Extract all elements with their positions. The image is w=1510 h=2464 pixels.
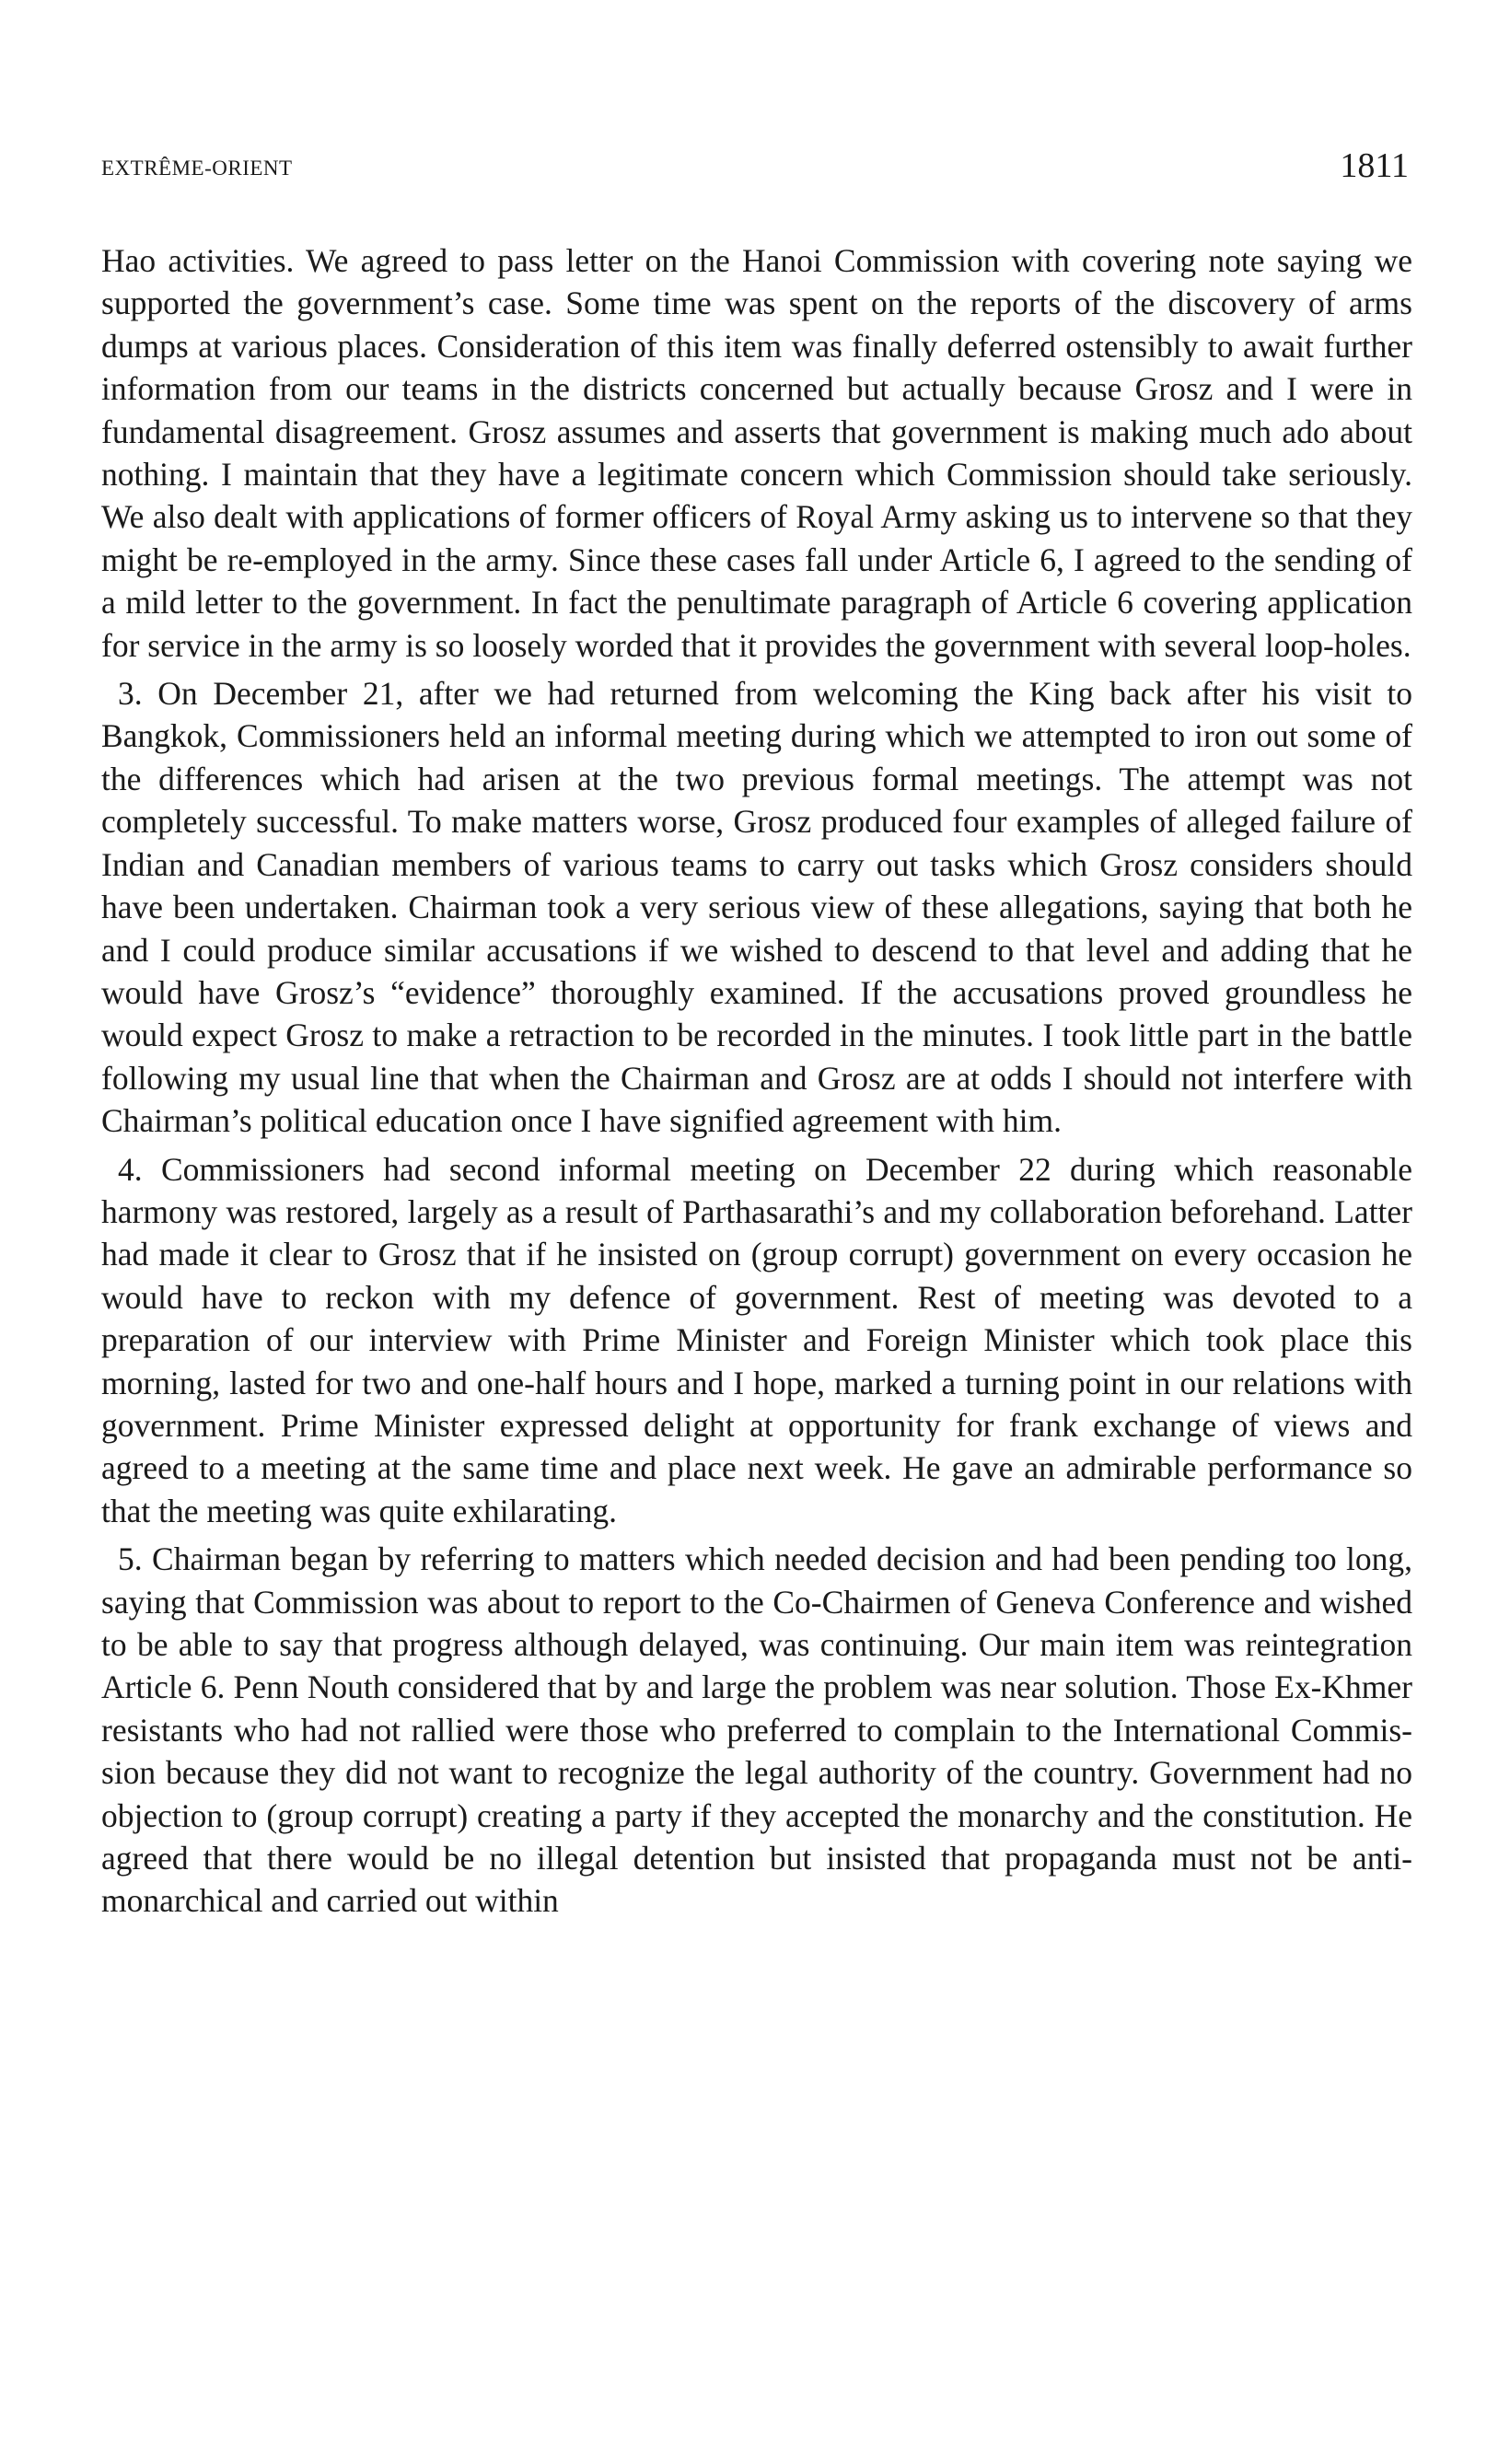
paragraph-4: 4. Commissioners had second informal meeting on December 22 during which reasonable harmony was restored, largely as a result of Parthasarathi’s and my collaboration beforehand. Latter had made it clear to Grosz that if he insisted on (group corrupt) government on every occasion he would have to reckon with my defence of government. Rest of meeting was devoted to a preparation of our interview with Prime Minister and Foreign Minister which took place this morning, lasted for two and one-half hours and I hope, marked a turning point in our relations with government. Prime Minister expressed delight at opportunity for frank exchange of views and agreed to a meeting at the same time and place next week. He gave an admirable performance so that the meeting was quite exhilarating. <box>101 1150 1412 1529</box>
running-title: EXTRÊME-ORIENT <box>101 157 293 180</box>
paragraph-continuation: Hao activities. We agreed to pass letter on the Hanoi Commission with covering note saying we supported the government’s case. Some time was spent on the reports of the discovery of arms dumps at various places. Consideration of this item was finally deferred ostensibly to await further information from our teams in the districts concerned but actually because Grosz and I were in fundamental disagreement. Grosz assumes and asserts that government is making much ado about nothing. I maintain that they have a legitimate concern which Commission should take seriously. We also dealt with applications of former officers of Royal Army asking us to intervene so that they might be re-employed in the army. Since these cases fall under Article 6, I agreed to the sending of a mild letter to the government. In fact the penultimate paragraph of Article 6 covering application for service in the army is so loosely worded that it provides the government with several loop-holes. <box>101 242 1412 664</box>
running-header <box>101 140 1409 186</box>
body-text <box>101 239 1412 1923</box>
paragraph-3: 3. On December 21, after we had returned from welcoming the King back after his visit to Bangkok, Commissioners held an informal meeting during which we attempted to iron out some of the differences which had arisen at the two previous formal meetings. The attempt was not completely successful. To make matters worse, Grosz produced four examples of alleged failure of Indian and Canadian members of various teams to carry out tasks which Grosz considers should have been undertaken. Chairman took a very serious view of these allegations, saying that both he and I could produce similar accusations if we wished to descend to that level and adding that he would have Grosz’s “evidence” thoroughly examined. If the accusations proved groundless he would expect Grosz to make a retraction to be recorded in the minutes. I took little part in the battle following my usual line that when the Chairman and Grosz are at odds I should not interfere with Chairman’s political education once I have signified agreement with him. <box>101 675 1412 1140</box>
paragraph-5: 5. Chairman began by referring to matters which needed decision and had been pending too long, saying that Commission was about to report to the Co-Chairmen of Geneva Conference and wished to be able to say that progress although delayed, was continuing. Our main item was reintegration Article 6. Penn Nouth considered that by and large the problem was near solution. Those Ex-Khmer resistants who had not rallied were those who preferred to complain to the International Commission because they did not want to recognize the legal authority of the country. Government had no objection to (group corrupt) creating a party if they accepted the monarchy and the constitution. He agreed that there would be no illegal detention but insisted that propaganda must not be anti-monarchical and carried out within <box>101 1540 1412 1920</box>
page-number: 1811 <box>1340 146 1409 185</box>
